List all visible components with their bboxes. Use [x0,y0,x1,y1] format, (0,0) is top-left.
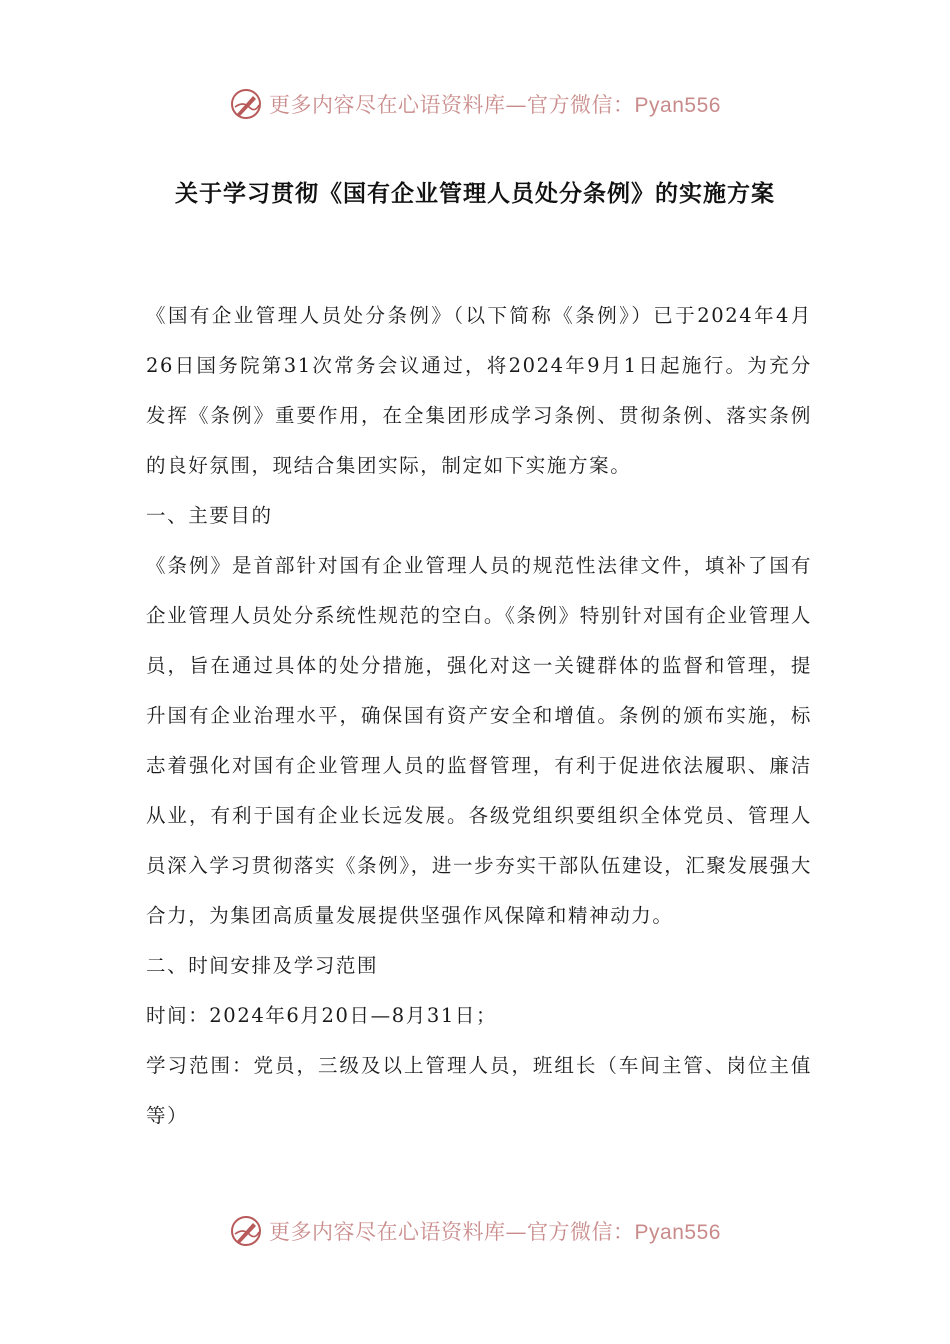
paragraph-time: 时间：2024年6月20日—8月31日； [146,1004,498,1027]
paragraph-purpose: 《条例》是首部针对国有企业管理人员的规范性法律文件，填补了国有企业管理人员处分系统性规范的空白。《条例》特别针对国有企业管理人员，旨在通过具体的处分措施，强化对这一关键群体的监督和管理，提升国有企业治理水平，确保国有资产安全和增值。条例的颁布实施，标志着强化对国有企业管理人员的监督管理，有利于促进依法履职、廉洁从业，有利于国有企业长远发展。各级党组织要组织全体党员、管理人员深入学习贯彻落实《条例》，进一步夯实干部队伍建设，汇聚发展强大合力，为集团高质量发展提供坚强作风保障和精神动力。 [146,554,812,927]
quill-pen-logo-icon [229,87,263,121]
header-watermark [0,84,950,124]
watermark-text: 更多内容尽在心语资料库—官方微信：Pyan556 [269,1220,721,1244]
section-heading-2: 二、时间安排及学习范围 [146,954,379,977]
document-body [146,291,812,1141]
paragraph-scope: 学习范围：党员，三级及以上管理人员，班组长（车间主管、岗位主值等） [146,1054,812,1127]
document-title: 关于学习贯彻《国有企业管理人员处分条例》的实施方案 [175,181,775,207]
watermark-wechat-id: Pyan556 [634,94,721,117]
watermark-text: 更多内容尽在心语资料库—官方微信：Pyan556 [269,93,721,117]
quill-pen-logo-icon [229,1214,263,1248]
paragraph-intro: 《国有企业管理人员处分条例》（以下简称《条例》）已于2024年4月26日国务院第31次常务会议通过，将2024年9月1日起施行。为充分发挥《条例》重要作用，在全集团形成学习条例、贯彻条例、落实条例的良好氛围，现结合集团实际，制定如下实施方案。 [146,304,812,477]
section-heading-1: 一、主要目的 [146,504,273,527]
footer-watermark [0,1211,950,1251]
watermark-wechat-id: Pyan556 [634,1221,721,1244]
